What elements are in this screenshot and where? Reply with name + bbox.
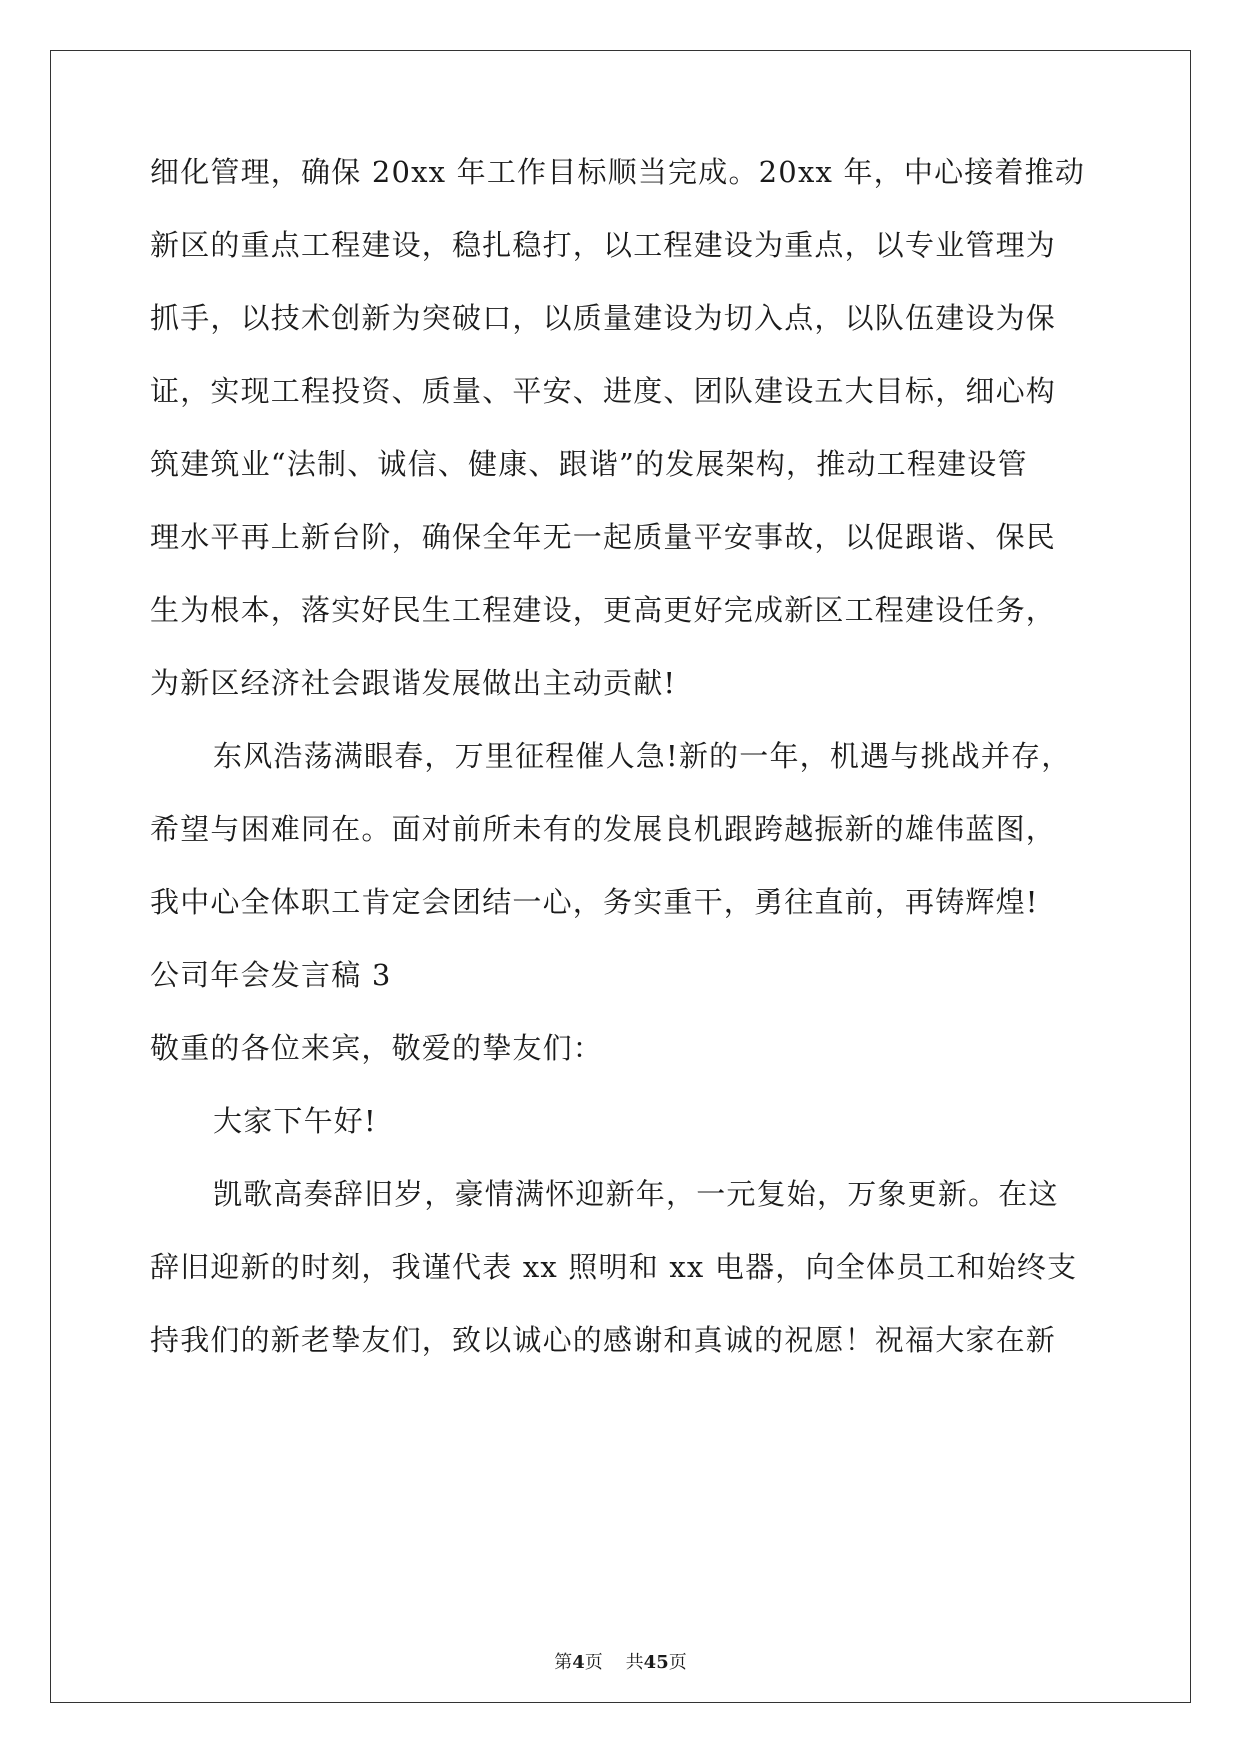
text-line: 生为根本，落实好民生工程建设，更高更好完成新区工程建设任务， (150, 593, 1057, 627)
total-prefix: 共 (625, 1652, 644, 1673)
section-heading: 公司年会发言稿 3 (150, 958, 392, 992)
greeting: 大家下午好! (213, 1104, 377, 1138)
text-line: 抓手，以技术创新为突破口，以质量建设为切入点，以队伍建设为保 (150, 301, 1057, 335)
text-line: 证，实现工程投资、质量、平安、进度、团队建设五大目标，细心构 (150, 374, 1057, 408)
text-line: 筑建筑业“法制、诚信、健康、跟谐”的发展架构，推动工程建设管 (150, 447, 1028, 481)
text-line: 理水平再上新台阶，确保全年无一起质量平安事故，以促跟谐、保民 (150, 520, 1057, 554)
total-suffix: 页 (668, 1652, 687, 1673)
salutation: 敬重的各位来宾，敬爱的挚友们： (150, 1031, 604, 1065)
page-border (50, 50, 1191, 1703)
page-number: 4 (572, 1652, 585, 1673)
page-footer (0, 1651, 1241, 1675)
text-line: 持我们的新老挚友们，致以诚心的感谢和真诚的祝愿！祝福大家在新 (150, 1323, 1057, 1357)
paragraph-first-line: 东风浩荡满眼春，万里征程催人急!新的一年，机遇与挑战并存， (213, 739, 1072, 773)
paragraph-first-line: 凯歌高奏辞旧岁，豪情满怀迎新年，一元复始，万象更新。在这 (213, 1177, 1059, 1211)
page-suffix: 页 (584, 1652, 603, 1673)
text-line: 希望与困难同在。面对前所未有的发展良机跟跨越振新的雄伟蓝图， (150, 812, 1057, 846)
text-line: 我中心全体职工肯定会团结一心，务实重干，勇往直前，再铸辉煌! (150, 885, 1039, 919)
text-line: 新区的重点工程建设，稳扎稳打，以工程建设为重点，以专业管理为 (150, 228, 1057, 262)
page-prefix: 第 (554, 1652, 573, 1673)
text-line: 为新区经济社会跟谐发展做出主动贡献! (150, 666, 677, 700)
text-line: 细化管理，确保 20xx 年工作目标顺当完成。20xx 年，中心接着推动 (150, 155, 1086, 189)
text-line: 辞旧迎新的时刻，我谨代表 xx 照明和 xx 电器，向全体员工和始终支 (150, 1250, 1078, 1284)
total-pages: 45 (643, 1652, 669, 1673)
